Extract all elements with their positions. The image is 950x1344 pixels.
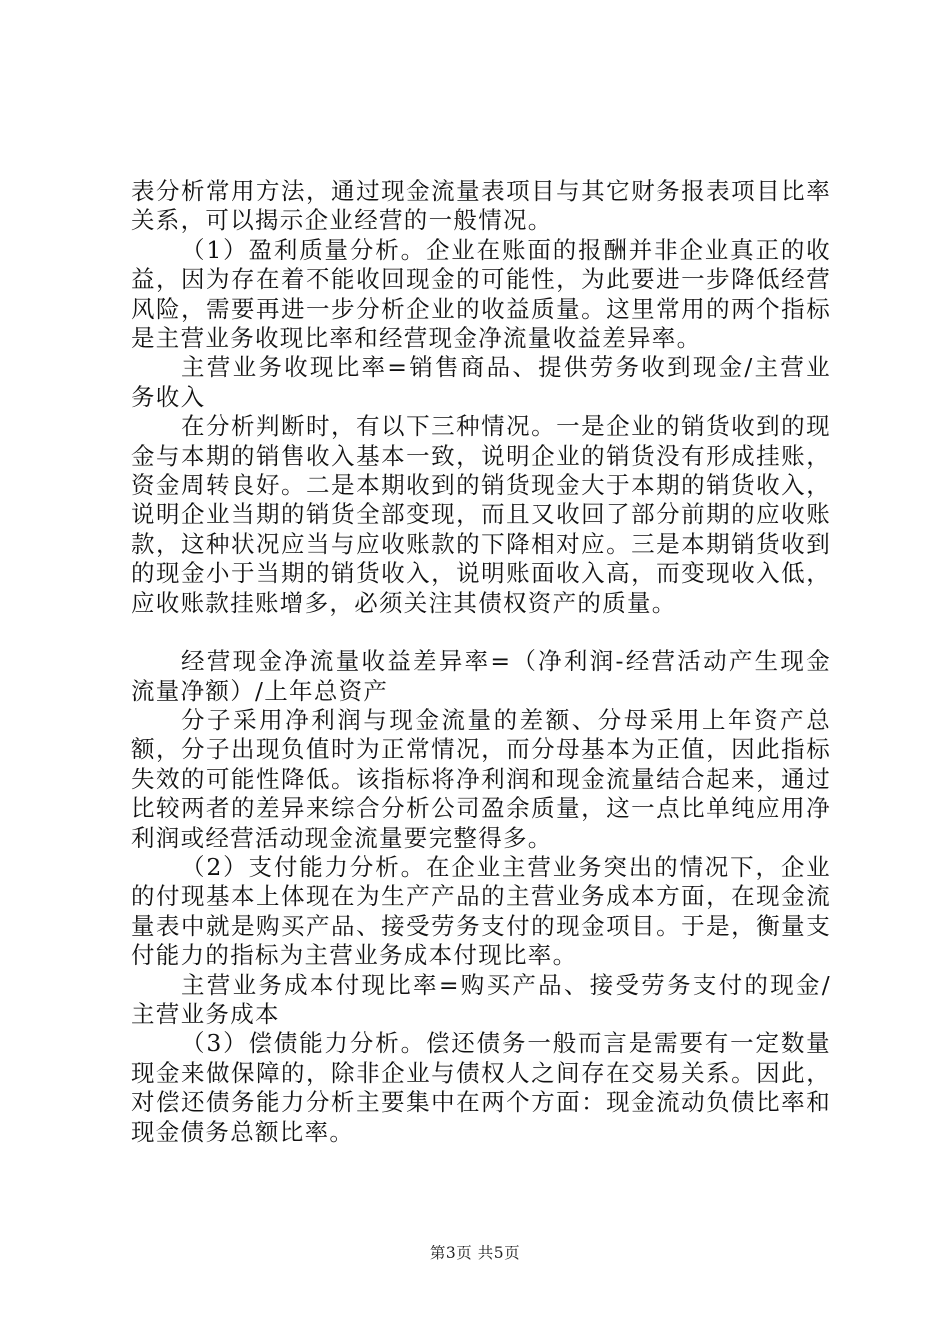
paragraph-three-situations: 在分析判断时，有以下三种情况。一是企业的销货收到的现金与本期的销售收入基本一致，说明企业的销货没有形成挂账，资金周转良好。二是本期收到的销货现金大于本期的销货收入，说明企业当期的销货全部变现，而且又收回了部分前期的应收账款，这种状况应当与应收账款的下降相对应。三是本期销货收到的现金小于当期的销货收入，说明账面收入高，而变现收入低，应收账款挂账增多，必须关注其债权资产的质量。 xyxy=(131,412,831,617)
paragraph-numerator-denominator: 分子采用净利润与现金流量的差额、分母采用上年资产总额，分子出现负值时为正常情况，而分母基本为正值，因此指标失效的可能性降低。该指标将净利润和现金流量结合起来，通过比较两者的差异来综合分析公司盈余质量，这一点比单纯应用净利润或经营活动现金流量要完整得多。 xyxy=(131,705,831,852)
page-number-footer: 第3页 共5页 xyxy=(429,1244,521,1262)
paragraph-solvency: （3）偿债能力分析。偿还债务一般而言是需要有一定数量现金来做保障的，除非企业与债权人之间存在交易关系。因此，对偿还债务能力分析主要集中在两个方面：现金流动负债比率和现金债务总额比率。 xyxy=(131,1029,831,1146)
formula-cost-cash-ratio: 主营业务成本付现比率=购买产品、接受劳务支付的现金/主营业务成本 xyxy=(131,970,831,1028)
formula-cash-flow-difference-ratio: 经营现金净流量收益差异率=（净利润-经营活动产生现金流量净额）/上年总资产 xyxy=(131,647,831,705)
formula-revenue-cash-ratio: 主营业务收现比率=销售商品、提供劳务收到现金/主营业务收入 xyxy=(131,353,831,411)
paragraph-profit-quality: （1）盈利质量分析。企业在账面的报酬并非企业真正的收益，因为存在着不能收回现金的可能性，为此要进一步降低经营风险，需要再进一步分析企业的收益质量。这里常用的两个指标是主营业务收现比率和经营现金净流量收益差异率。 xyxy=(131,235,831,353)
paragraph-payment-ability: （2）支付能力分析。在企业主营业务突出的情况下，企业的付现基本上体现在为生产产品的主营业务成本方面，在现金流量表中就是购买产品、接受劳务支付的现金项目。于是，衡量支付能力的指标为主营业务成本付现比率。 xyxy=(131,852,831,970)
paragraph-intro-continuation: 表分析常用方法，通过现金流量表项目与其它财务报表项目比率关系，可以揭示企业经营的一般情况。 xyxy=(131,177,831,235)
document-body xyxy=(131,177,831,1147)
